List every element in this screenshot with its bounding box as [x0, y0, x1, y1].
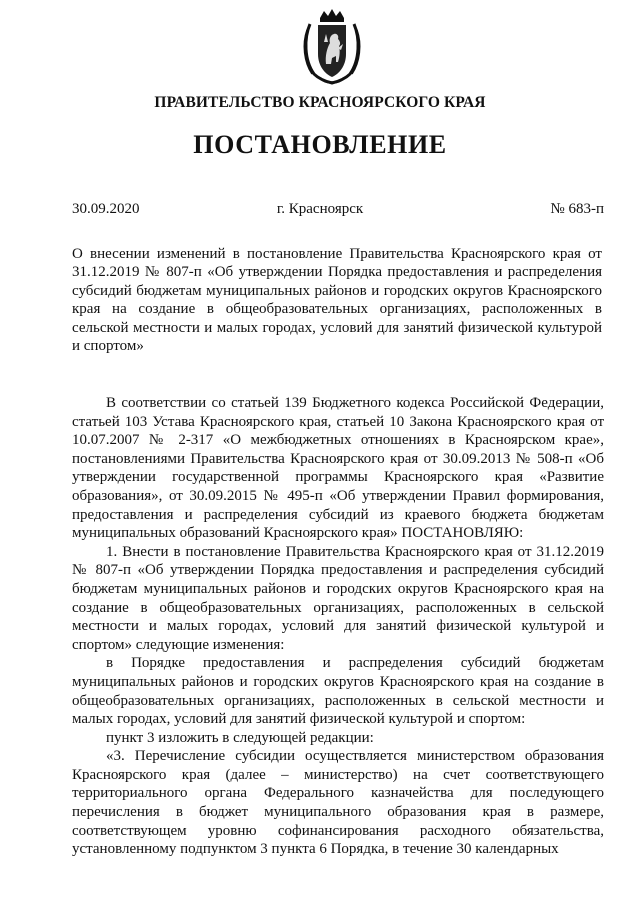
- body-paragraph-order: в Порядке предоставления и распределения субсидий бюджетам муниципальных районов и городских округов Красноярского края на создание в общеобразовательных организациях, расположенных в сельской местности и малых городах, условий для занятий физической культурой и спортом:: [72, 655, 604, 728]
- document-number: № 683-п: [550, 201, 604, 217]
- document-city: г. Красноярск: [276, 201, 364, 217]
- body-paragraph-point-3-intro: пункт 3 изложить в следующей редакции:: [106, 729, 374, 746]
- document-date: 30.09.2020: [72, 201, 140, 217]
- document-subject: О внесении изменений в постановление Правительства Красноярского края от 31.12.2019 № 807-п «Об утверждении Порядка предоставления и распределения субсидий бюджетам муниципальных районов и городских округов Красноярского края на создание в общеобразовательных организациях, расположенных в сельской местности и малых городах, условий для занятий физической культурой и спортом»: [72, 246, 602, 355]
- document-type-title: ПОСТАНОВЛЕНИЕ: [193, 130, 447, 159]
- document-body: [72, 394, 604, 859]
- body-paragraph-point-3-text: «3. Перечисление субсидии осуществляется министерством образования Красноярского края (далее – министерство) на счет соответствующего территориального органа Федерального казначейства для последующего перечисления в бюджет муниципального образования края в размере, соответствующем уровню софинансирования расходного обязательства, установленному подпунктом 3 пункта 6 Порядка, в течение 30 календарных: [72, 748, 604, 858]
- government-name: ПРАВИТЕЛЬСТВО КРАСНОЯРСКОГО КРАЯ: [154, 94, 486, 111]
- body-paragraph-item-1: 1. Внести в постановление Правительства Красноярского края от 31.12.2019 № 807-п «Об утверждении Порядка предоставления и распределения субсидий бюджетам муниципальных районов и городских округов Красноярского края на создание в общеобразовательных организациях, расположенных в сельской местности и малых городах, условий для занятий физической культурой и спортом» следующие изменения:: [72, 543, 604, 653]
- krasnoyarsk-coat-of-arms-icon: [300, 8, 364, 86]
- body-paragraph-preamble: В соответствии со статьей 139 Бюджетного кодекса Российской Федерации, статьей 103 Устава Красноярского края, статьей 10 Закона Красноярского края от 10.07.2007 № 2-317 «О межбюджетных отношениях в Красноярском крае», постановлениями Правительства Красноярского края от 30.09.2013 № 508-п «Об утверждении государственной программы Красноярского края «Развитие образования», от 30.09.2015 № 495-п «Об утверждении Правил формирования, предоставления и распределения субсидий из краевого бюджета бюджетам муниципальных образований Красноярского края» ПОСТАНОВЛЯЮ:: [72, 395, 604, 542]
